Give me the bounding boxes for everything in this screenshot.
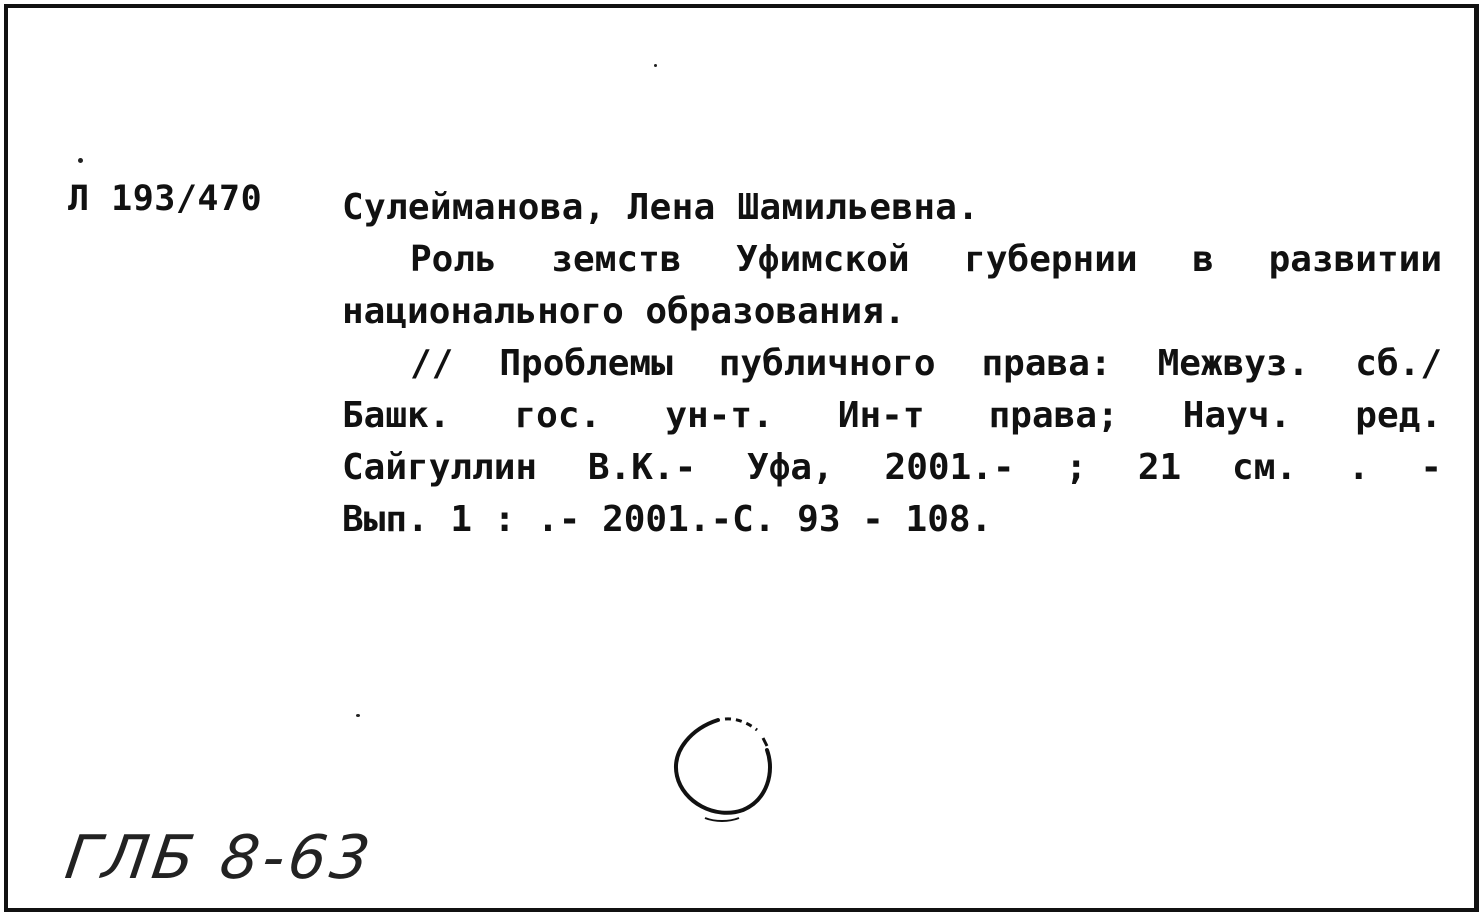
- title-line: национального образования.: [342, 291, 906, 332]
- bibliographic-entry: [342, 182, 1442, 546]
- source-line: Вып. 1 : .- 2001.-С. 93 - 108.: [342, 499, 993, 540]
- handwritten-shelf-code: ГЛБ 8-63: [61, 823, 378, 893]
- call-number: Л 193/470: [68, 179, 263, 219]
- ink-speck: [78, 158, 83, 163]
- title-line: Роль земств Уфимской губернии в развитии: [410, 239, 1442, 280]
- author-heading: Сулейманова, Лена Шамильевна.: [342, 187, 980, 228]
- library-stamp-circle: [663, 710, 783, 830]
- catalog-card: [4, 4, 1479, 912]
- ink-speck: [356, 714, 360, 717]
- source-line: Сайгуллин В.К.- Уфа, 2001.- ; 21 см. . -: [342, 447, 1442, 488]
- ink-speck: [654, 64, 657, 67]
- source-line: // Проблемы публичного права: Межвуз. сб./: [410, 343, 1442, 384]
- source-line: Башк. гос. ун-т. Ин-т права; Науч. ред.: [342, 395, 1442, 436]
